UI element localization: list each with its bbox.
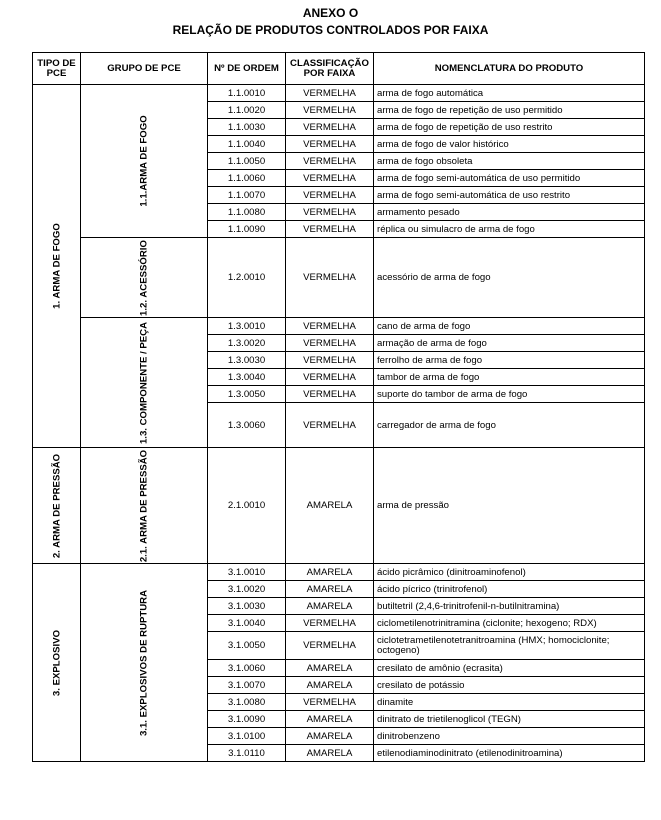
- grupo-cell: [81, 85, 208, 238]
- classificacao-cell: VERMELHA: [286, 170, 374, 187]
- classificacao-cell: AMARELA: [286, 711, 374, 728]
- ordem-cell: 1.3.0030: [208, 352, 286, 369]
- classificacao-cell: AMARELA: [286, 677, 374, 694]
- produto-cell: carregador de arma de fogo: [374, 403, 645, 448]
- header-nomenclatura: NOMENCLATURA DO PRODUTO: [374, 53, 645, 85]
- produto-cell: tambor de arma de fogo: [374, 369, 645, 386]
- produto-cell: arma de fogo semi-automática de uso permitido: [374, 170, 645, 187]
- grupo-cell: [81, 448, 208, 564]
- produto-cell: cresilato de potássio: [374, 677, 645, 694]
- produto-cell: ácido pícrico (trinitrofenol): [374, 581, 645, 598]
- produto-cell: dinitrobenzeno: [374, 728, 645, 745]
- classificacao-cell: AMARELA: [286, 745, 374, 762]
- classificacao-cell: AMARELA: [286, 581, 374, 598]
- classificacao-cell: VERMELHA: [286, 335, 374, 352]
- classificacao-cell: VERMELHA: [286, 318, 374, 335]
- grupo-label: 3.1. EXPLOSIVOS DE RUPTURA: [138, 589, 150, 736]
- classificacao-cell: VERMELHA: [286, 187, 374, 204]
- header-ordem: Nº DE ORDEM: [208, 53, 286, 85]
- ordem-cell: 3.1.0070: [208, 677, 286, 694]
- ordem-cell: 3.1.0050: [208, 632, 286, 660]
- produto-cell: suporte do tambor de arma de fogo: [374, 386, 645, 403]
- table-row: [33, 238, 645, 318]
- classificacao-cell: VERMELHA: [286, 615, 374, 632]
- tipo-cell: [33, 448, 81, 564]
- ordem-cell: 1.3.0060: [208, 403, 286, 448]
- grupo-label: 1.3. COMPONENTE / PEÇA: [138, 321, 150, 444]
- produto-cell: butiltetril (2,4,6-trinitrofenil-n-butilnitramina): [374, 598, 645, 615]
- classificacao-cell: VERMELHA: [286, 221, 374, 238]
- classificacao-cell: VERMELHA: [286, 238, 374, 318]
- ordem-cell: 1.1.0050: [208, 153, 286, 170]
- grupo-label: 1.2. ACESSÓRIO: [138, 239, 150, 316]
- produto-cell: arma de fogo semi-automática de uso restrito: [374, 187, 645, 204]
- ordem-cell: 1.1.0040: [208, 136, 286, 153]
- grupo-cell: [81, 318, 208, 448]
- ordem-cell: 3.1.0020: [208, 581, 286, 598]
- tipo-label: 3. EXPLOSIVO: [51, 629, 62, 696]
- grupo-label: 2.1. ARMA DE PRESSÃO: [138, 449, 150, 562]
- produto-cell: ciclotetrametilenotetranitroamina (HMX; homociclonite; octogeno): [374, 632, 645, 660]
- classificacao-cell: VERMELHA: [286, 102, 374, 119]
- produto-cell: dinitrato de trietilenoglicol (TEGN): [374, 711, 645, 728]
- classificacao-cell: VERMELHA: [286, 632, 374, 660]
- products-table: [32, 52, 645, 762]
- ordem-cell: 3.1.0100: [208, 728, 286, 745]
- produto-cell: arma de fogo de valor histórico: [374, 136, 645, 153]
- tipo-cell: [33, 564, 81, 762]
- ordem-cell: 1.1.0060: [208, 170, 286, 187]
- table-row: [33, 318, 645, 335]
- ordem-cell: 3.1.0030: [208, 598, 286, 615]
- classificacao-cell: VERMELHA: [286, 119, 374, 136]
- header-grupo: GRUPO DE PCE: [81, 53, 208, 85]
- grupo-cell: [81, 238, 208, 318]
- produto-cell: ácido picrâmico (dinitroaminofenol): [374, 564, 645, 581]
- classificacao-cell: VERMELHA: [286, 136, 374, 153]
- header-row: [33, 53, 645, 85]
- produto-cell: ciclometilenotrinitramina (ciclonite; hexogeno; RDX): [374, 615, 645, 632]
- tipo-cell: [33, 85, 81, 448]
- ordem-cell: 1.2.0010: [208, 238, 286, 318]
- grupo-cell: [81, 564, 208, 762]
- produto-cell: acessório de arma de fogo: [374, 238, 645, 318]
- produto-cell: arma de fogo de repetição de uso permitido: [374, 102, 645, 119]
- produto-cell: cresilato de amônio (ecrasita): [374, 660, 645, 677]
- ordem-cell: 1.1.0010: [208, 85, 286, 102]
- header-classificacao: CLASSIFICAÇÃO POR FAIXA: [286, 53, 374, 85]
- classificacao-cell: VERMELHA: [286, 153, 374, 170]
- classificacao-cell: AMARELA: [286, 728, 374, 745]
- classificacao-cell: VERMELHA: [286, 369, 374, 386]
- table-title: RELAÇÃO DE PRODUTOS CONTROLADOS POR FAIXA: [172, 23, 489, 37]
- classificacao-cell: VERMELHA: [286, 352, 374, 369]
- annex-title: ANEXO O: [302, 6, 359, 20]
- table-row: [33, 448, 645, 564]
- classificacao-cell: VERMELHA: [286, 386, 374, 403]
- ordem-cell: 1.3.0020: [208, 335, 286, 352]
- produto-cell: arma de fogo obsoleta: [374, 153, 645, 170]
- ordem-cell: 3.1.0090: [208, 711, 286, 728]
- produto-cell: armamento pesado: [374, 204, 645, 221]
- ordem-cell: 1.3.0010: [208, 318, 286, 335]
- ordem-cell: 1.1.0030: [208, 119, 286, 136]
- classificacao-cell: AMARELA: [286, 660, 374, 677]
- ordem-cell: 1.1.0020: [208, 102, 286, 119]
- header-tipo: TIPO DE PCE: [33, 53, 81, 85]
- classificacao-cell: VERMELHA: [286, 204, 374, 221]
- produto-cell: réplica ou simulacro de arma de fogo: [374, 221, 645, 238]
- ordem-cell: 3.1.0080: [208, 694, 286, 711]
- ordem-cell: 3.1.0110: [208, 745, 286, 762]
- ordem-cell: 1.3.0050: [208, 386, 286, 403]
- ordem-cell: 3.1.0040: [208, 615, 286, 632]
- classificacao-cell: AMARELA: [286, 598, 374, 615]
- ordem-cell: 3.1.0010: [208, 564, 286, 581]
- classificacao-cell: VERMELHA: [286, 403, 374, 448]
- ordem-cell: 2.1.0010: [208, 448, 286, 564]
- ordem-cell: 1.3.0040: [208, 369, 286, 386]
- produto-cell: ferrolho de arma de fogo: [374, 352, 645, 369]
- produto-cell: arma de fogo de repetição de uso restrito: [374, 119, 645, 136]
- classificacao-cell: VERMELHA: [286, 694, 374, 711]
- grupo-label: 1.1.ARMA DE FOGO: [138, 115, 150, 207]
- table-row: [33, 85, 645, 102]
- ordem-cell: 1.1.0080: [208, 204, 286, 221]
- produto-cell: arma de pressão: [374, 448, 645, 564]
- produto-cell: cano de arma de fogo: [374, 318, 645, 335]
- ordem-cell: 1.1.0070: [208, 187, 286, 204]
- classificacao-cell: AMARELA: [286, 448, 374, 564]
- ordem-cell: 1.1.0090: [208, 221, 286, 238]
- produto-cell: arma de fogo automática: [374, 85, 645, 102]
- classificacao-cell: VERMELHA: [286, 85, 374, 102]
- tipo-label: 2. ARMA DE PRESSÃO: [51, 453, 62, 558]
- produto-cell: dinamite: [374, 694, 645, 711]
- produto-cell: armação de arma de fogo: [374, 335, 645, 352]
- classificacao-cell: AMARELA: [286, 564, 374, 581]
- table-row: [33, 564, 645, 581]
- produto-cell: etilenodiaminodinitrato (etilenodinitroamina): [374, 745, 645, 762]
- ordem-cell: 3.1.0060: [208, 660, 286, 677]
- tipo-label: 1. ARMA DE FOGO: [51, 223, 62, 309]
